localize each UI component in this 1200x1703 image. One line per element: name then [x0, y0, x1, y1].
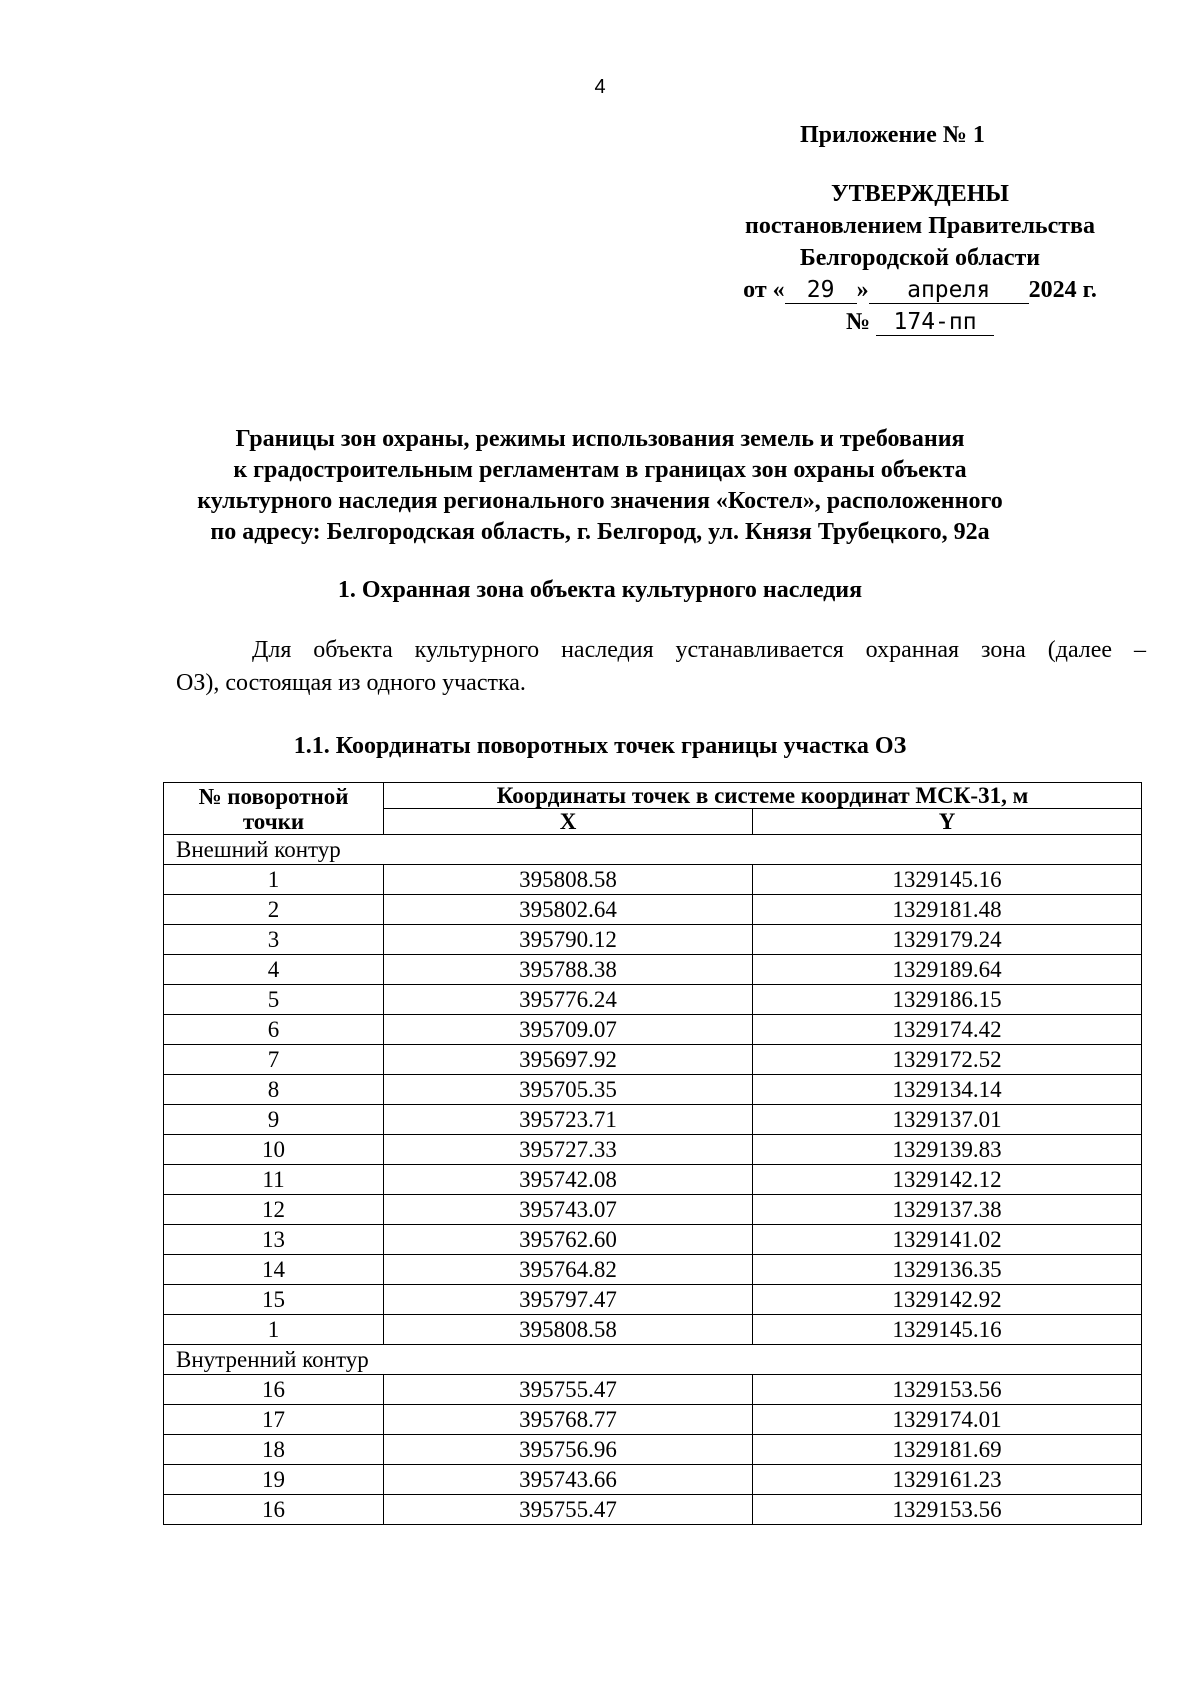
point-number-cell: 5	[164, 985, 384, 1015]
approval-block	[700, 178, 1140, 338]
handwritten-number: 174-пп	[876, 309, 994, 336]
y-coordinate-cell: 1329186.15	[753, 985, 1142, 1015]
y-coordinate-cell: 1329172.52	[753, 1045, 1142, 1075]
y-coordinate-cell: 1329137.38	[753, 1195, 1142, 1225]
appendix-label: Приложение № 1	[800, 122, 985, 148]
contour-label: Внешний контур	[164, 835, 1142, 865]
y-coordinate-cell: 1329179.24	[753, 925, 1142, 955]
point-number-cell: 19	[164, 1465, 384, 1495]
table-row	[164, 1045, 1142, 1075]
table-row	[164, 985, 1142, 1015]
point-number-cell: 15	[164, 1285, 384, 1315]
y-coordinate-cell: 1329134.14	[753, 1075, 1142, 1105]
title-line: культурного наследия регионального значения «Костел», расположенного	[197, 488, 1003, 514]
y-coordinate-cell: 1329141.02	[753, 1225, 1142, 1255]
point-number-cell: 7	[164, 1045, 384, 1075]
x-coordinate-cell: 395697.92	[384, 1045, 753, 1075]
document-title	[100, 424, 1100, 548]
table-row	[164, 1435, 1142, 1465]
x-coordinate-cell: 395802.64	[384, 895, 753, 925]
point-number-cell: 16	[164, 1375, 384, 1405]
number-prefix: №	[845, 309, 871, 335]
x-coordinate-cell: 395768.77	[384, 1405, 753, 1435]
x-coordinate-cell: 395776.24	[384, 985, 753, 1015]
y-coordinate-cell: 1329136.35	[753, 1255, 1142, 1285]
x-coordinate-cell: 395727.33	[384, 1135, 753, 1165]
y-coordinate-cell: 1329137.01	[753, 1105, 1142, 1135]
page-number: 4	[594, 76, 606, 98]
y-coordinate-cell: 1329142.12	[753, 1165, 1142, 1195]
table-row	[164, 865, 1142, 895]
y-coordinate-cell: 1329174.42	[753, 1015, 1142, 1045]
x-coordinate-cell: 395743.07	[384, 1195, 753, 1225]
point-number-cell: 14	[164, 1255, 384, 1285]
x-coordinate-cell: 395755.47	[384, 1375, 753, 1405]
handwritten-day: 29	[785, 277, 857, 304]
date-year: 2024 г.	[1028, 277, 1097, 303]
point-number-cell: 6	[164, 1015, 384, 1045]
point-number-cell: 11	[164, 1165, 384, 1195]
point-number-cell: 1	[164, 865, 384, 895]
y-coordinate-cell: 1329161.23	[753, 1465, 1142, 1495]
point-number-cell: 3	[164, 925, 384, 955]
x-coordinate-cell: 395762.60	[384, 1225, 753, 1255]
approval-authority: постановлением Правительства	[744, 213, 1095, 239]
header-x: X	[384, 809, 753, 835]
contour-label: Внутренний контур	[164, 1345, 1142, 1375]
approval-region: Белгородской области	[799, 245, 1041, 271]
point-number-cell: 2	[164, 895, 384, 925]
table-row	[164, 1405, 1142, 1435]
x-coordinate-cell: 395790.12	[384, 925, 753, 955]
x-coordinate-cell: 395755.47	[384, 1495, 753, 1525]
point-number-cell: 16	[164, 1495, 384, 1525]
y-coordinate-cell: 1329139.83	[753, 1135, 1142, 1165]
table-row	[164, 1225, 1142, 1255]
table-row	[164, 1375, 1142, 1405]
section-heading: 1. Охранная зона объекта культурного наследия	[337, 577, 863, 603]
point-number-cell: 4	[164, 955, 384, 985]
table-row	[164, 1255, 1142, 1285]
coordinates-table-body	[164, 835, 1142, 1525]
x-coordinate-cell: 395808.58	[384, 1315, 753, 1345]
title-line: Границы зон охраны, режимы использования земель и требования	[235, 426, 965, 452]
title-line: по адресу: Белгородская область, г. Белгород, ул. Князя Трубецкого, 92а	[210, 519, 990, 545]
table-row	[164, 1285, 1142, 1315]
point-number-cell: 17	[164, 1405, 384, 1435]
table-row	[164, 1075, 1142, 1105]
y-coordinate-cell: 1329174.01	[753, 1405, 1142, 1435]
x-coordinate-cell: 395709.07	[384, 1015, 753, 1045]
table-row	[164, 1135, 1142, 1165]
y-coordinate-cell: 1329153.56	[753, 1495, 1142, 1525]
table-row	[164, 1015, 1142, 1045]
approval-number	[700, 306, 1140, 338]
date-prefix: от «	[743, 277, 785, 303]
table-row	[164, 895, 1142, 925]
y-coordinate-cell: 1329181.69	[753, 1435, 1142, 1465]
subsection-heading: 1.1. Координаты поворотных точек границы участка ОЗ	[293, 733, 907, 759]
header-coordinates: Координаты точек в системе координат МСК-31, м	[384, 783, 1142, 809]
x-coordinate-cell: 395764.82	[384, 1255, 753, 1285]
intro-line-1: Для объекта культурного наследия устанавливается охранная зона (далее –	[252, 637, 1146, 663]
y-coordinate-cell: 1329145.16	[753, 865, 1142, 895]
y-coordinate-cell: 1329181.48	[753, 895, 1142, 925]
approval-heading: УТВЕРЖДЕНЫ	[831, 181, 1009, 207]
point-number-cell: 9	[164, 1105, 384, 1135]
point-number-cell: 8	[164, 1075, 384, 1105]
contour-group-row	[164, 1345, 1142, 1375]
table-row	[164, 1165, 1142, 1195]
point-number-cell: 18	[164, 1435, 384, 1465]
x-coordinate-cell: 395743.66	[384, 1465, 753, 1495]
header-y: Y	[753, 809, 1142, 835]
contour-group-row	[164, 835, 1142, 865]
handwritten-month: апреля	[869, 277, 1029, 304]
point-number-cell: 12	[164, 1195, 384, 1225]
x-coordinate-cell: 395808.58	[384, 865, 753, 895]
table-row	[164, 1105, 1142, 1135]
x-coordinate-cell: 395788.38	[384, 955, 753, 985]
table-row	[164, 1465, 1142, 1495]
approval-date	[700, 274, 1140, 306]
intro-paragraph	[176, 634, 1146, 700]
x-coordinate-cell: 395756.96	[384, 1435, 753, 1465]
x-coordinate-cell: 395797.47	[384, 1285, 753, 1315]
x-coordinate-cell: 395723.71	[384, 1105, 753, 1135]
x-coordinate-cell: 395742.08	[384, 1165, 753, 1195]
date-mid: »	[856, 277, 869, 303]
x-coordinate-cell: 395705.35	[384, 1075, 753, 1105]
y-coordinate-cell: 1329142.92	[753, 1285, 1142, 1315]
header-point-number: № поворотной точки	[164, 783, 384, 835]
point-number-cell: 13	[164, 1225, 384, 1255]
title-line: к градостроительным регламентам в границах зон охраны объекта	[233, 457, 967, 483]
table-row	[164, 925, 1142, 955]
point-number-cell: 10	[164, 1135, 384, 1165]
coordinates-table	[163, 782, 1142, 1525]
y-coordinate-cell: 1329189.64	[753, 955, 1142, 985]
table-row	[164, 1495, 1142, 1525]
point-number-cell: 1	[164, 1315, 384, 1345]
y-coordinate-cell: 1329153.56	[753, 1375, 1142, 1405]
intro-line-2: ОЗ), состоящая из одного участка.	[176, 670, 526, 696]
table-row	[164, 955, 1142, 985]
table-row	[164, 1315, 1142, 1345]
y-coordinate-cell: 1329145.16	[753, 1315, 1142, 1345]
table-row	[164, 1195, 1142, 1225]
